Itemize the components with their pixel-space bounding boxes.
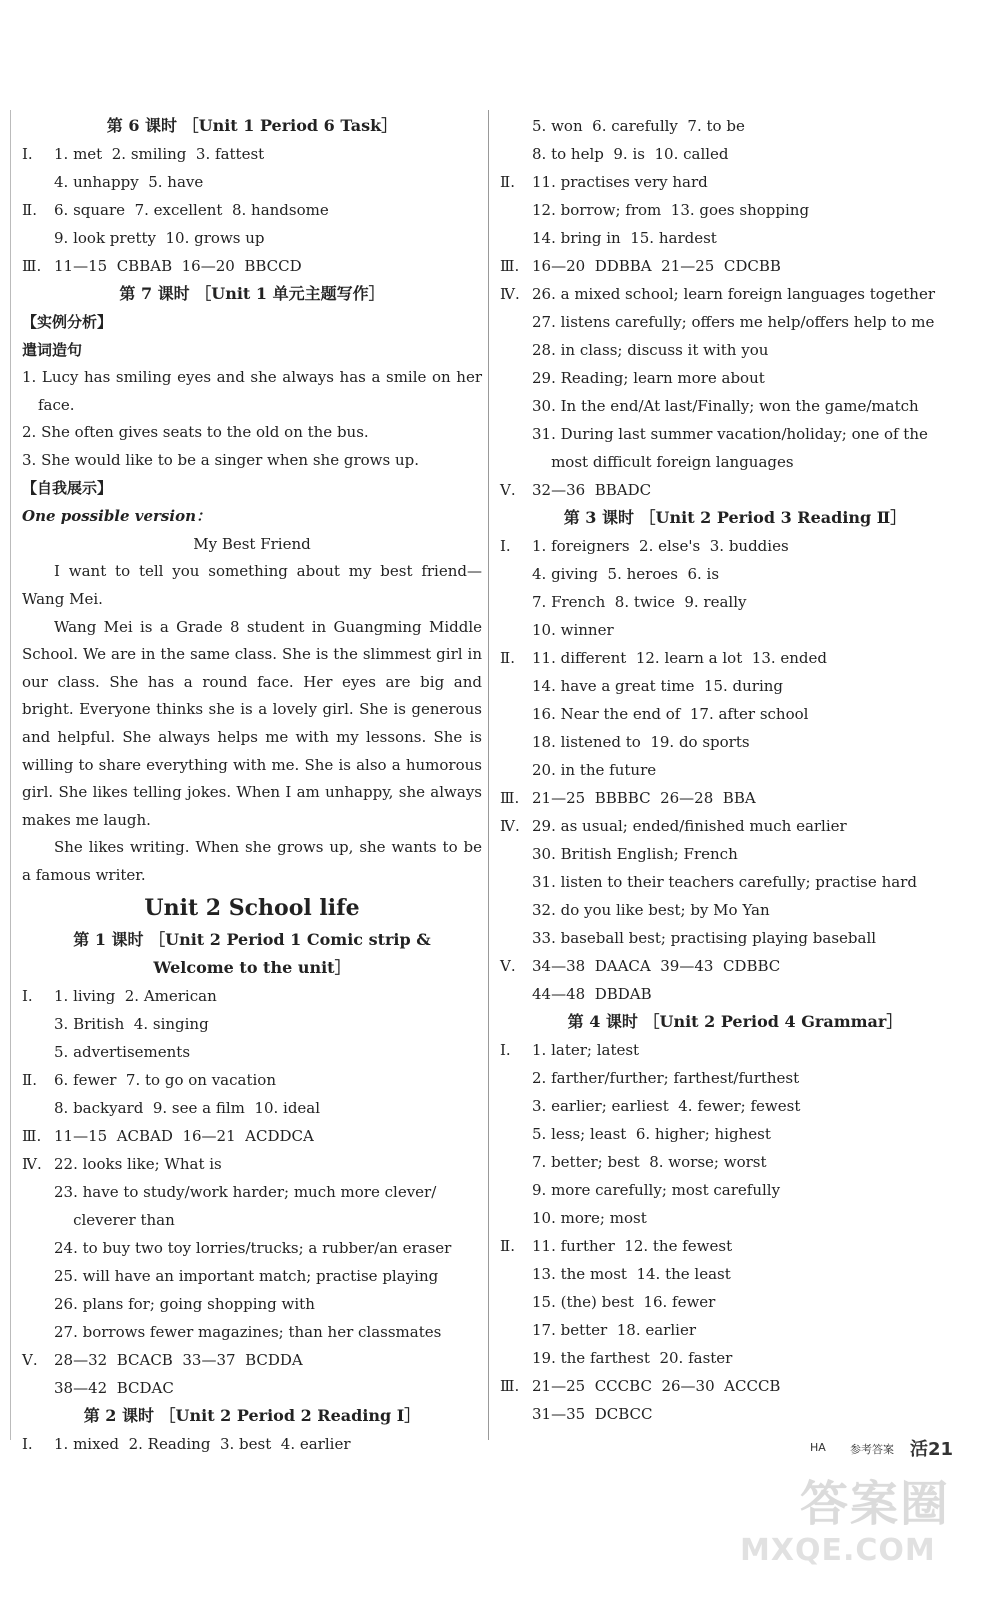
- answer-line: [500, 756, 970, 784]
- section-title-u1p7: 第 7 课时 ［Unit 1 单元主题写作］: [119, 284, 385, 303]
- example-sentence: 3. She would like to be a singer when she grows up.: [22, 450, 419, 469]
- answer-line: [500, 364, 970, 392]
- answer-text: 31. listen to their teachers carefully; practise hard: [532, 873, 917, 891]
- unit-title: Unit 2 School life: [144, 894, 360, 921]
- answer-text: 31. During last summer vacation/holiday; one of the: [532, 425, 928, 443]
- essay-paragraph: She likes writing. When she grows up, she wants to be a famous writer.: [22, 838, 482, 884]
- answer-line: [22, 1094, 482, 1122]
- answer-text: 5. advertisements: [54, 1042, 191, 1061]
- answer-line: [500, 336, 970, 364]
- answer-line: [500, 868, 970, 896]
- answer-line: [500, 700, 970, 728]
- answer-text: 13. the most 14. the least: [532, 1265, 731, 1283]
- answer-line: [500, 476, 970, 504]
- section-title-u2p4: 第 4 课时 ［Unit 2 Period 4 Grammar］: [567, 1012, 903, 1031]
- essay-body: [22, 558, 482, 889]
- answer-line: [500, 1316, 970, 1344]
- answer-line: [22, 168, 482, 196]
- answer-line: [500, 1120, 970, 1148]
- page-footer: [810, 1435, 980, 1459]
- answer-text: 33. baseball best; practising playing baseball: [532, 929, 877, 947]
- section-title-u2p1-a: 第 1 课时 ［Unit 2 Period 1 Comic strip &: [73, 929, 431, 949]
- answer-text: 34—38 DAACA 39—43 CDBBC: [532, 957, 781, 975]
- answer-line: [22, 1150, 482, 1178]
- answer-line: [500, 1064, 970, 1092]
- answer-text: 16. Near the end of 17. after school: [532, 705, 809, 723]
- answer-text: 22. looks like; What is: [54, 1154, 222, 1173]
- answer-line: [500, 616, 970, 644]
- roman-marker: Ⅱ.: [500, 649, 515, 667]
- answer-line: [500, 1344, 970, 1372]
- answer-line: [22, 252, 482, 280]
- answer-line: [500, 1092, 970, 1120]
- answer-block-u2p4: [500, 1036, 970, 1428]
- answer-line: [500, 1204, 970, 1232]
- answer-text: 9. more carefully; most carefully: [532, 1181, 781, 1199]
- footer-code: HA: [810, 1441, 826, 1454]
- answer-line: [500, 392, 970, 420]
- answer-text: 1. later; latest: [532, 1041, 640, 1059]
- answer-line: [22, 1122, 482, 1150]
- answer-text: 12. borrow; from 13. goes shopping: [532, 201, 810, 219]
- answer-text: 21—25 BBBBC 26—28 BBA: [532, 789, 756, 807]
- watermark-bottom: MXQE.COM: [740, 1533, 936, 1568]
- answer-text: 21—25 CCCBC 26—30 ACCCB: [532, 1377, 781, 1395]
- answer-text: 14. bring in 15. hardest: [532, 229, 717, 247]
- section-title-u2p3: 第 3 课时 ［Unit 2 Period 3 Reading Ⅱ］: [563, 508, 907, 527]
- roman-marker: Ⅳ.: [500, 285, 520, 303]
- answer-text: 20. in the future: [532, 761, 657, 779]
- answer-text: 18. listened to 19. do sports: [532, 733, 750, 751]
- example-sentence: 2. She often gives seats to the old on the bus.: [22, 423, 369, 442]
- tag-self-show: 【自我展示】: [22, 479, 113, 498]
- answer-text: 8. backyard 9. see a film 10. ideal: [54, 1098, 321, 1117]
- answer-line: [500, 252, 970, 280]
- answer-line: [500, 952, 970, 980]
- answer-text: 17. better 18. earlier: [532, 1321, 696, 1339]
- answer-text: 25. will have an important match; practise playing: [54, 1266, 439, 1285]
- roman-marker: Ⅰ.: [500, 537, 511, 555]
- answer-text: 6. square 7. excellent 8. handsome: [54, 201, 329, 219]
- answer-text: 10. winner: [532, 621, 614, 639]
- answer-line: [500, 980, 970, 1008]
- answer-text: 4. unhappy 5. have: [54, 173, 204, 191]
- roman-marker: Ⅱ.: [500, 1237, 515, 1255]
- answer-text: 2. farther/further; farthest/furthest: [532, 1069, 800, 1087]
- answer-line: [500, 1400, 970, 1428]
- left-margin-line: [10, 110, 11, 1440]
- answer-text: 19. the farthest 20. faster: [532, 1349, 733, 1367]
- page-number: 活21: [910, 1439, 954, 1460]
- answer-text: 31—35 DCBCC: [532, 1405, 653, 1423]
- answer-text: 32—36 BBADC: [532, 481, 652, 499]
- answer-line: [500, 1148, 970, 1176]
- answer-block-u2p1: [22, 982, 482, 1402]
- roman-marker: Ⅱ.: [500, 173, 515, 191]
- answer-text: 28—32 BCACB 33—37 BCDDA: [54, 1350, 303, 1369]
- answer-line: [500, 168, 970, 196]
- answer-text: most difficult foreign languages: [532, 453, 794, 471]
- answer-line: [22, 1262, 482, 1290]
- answer-text: 26. plans for; going shopping with: [54, 1294, 315, 1313]
- answer-text: cleverer than: [54, 1210, 175, 1229]
- answer-text: 5. less; least 6. higher; highest: [532, 1125, 771, 1143]
- column-divider: [488, 110, 489, 1440]
- answer-line: [22, 1374, 482, 1402]
- answer-line: [22, 1206, 482, 1234]
- roman-marker: Ⅴ.: [500, 481, 516, 499]
- roman-marker: Ⅰ.: [22, 1434, 33, 1453]
- answer-text: 5. won 6. carefully 7. to be: [532, 117, 745, 135]
- answer-text: 11. further 12. the fewest: [532, 1237, 733, 1255]
- roman-marker: Ⅴ.: [22, 1350, 38, 1369]
- roman-marker: Ⅳ.: [22, 1154, 42, 1173]
- answer-line: [22, 224, 482, 252]
- answer-line: [500, 308, 970, 336]
- answer-line: [500, 112, 970, 140]
- answer-line: [500, 1232, 970, 1260]
- answer-text: 26. a mixed school; learn foreign languages together: [532, 285, 936, 303]
- answer-text: 11—15 CBBAB 16—20 BBCCD: [54, 257, 302, 275]
- answer-line: [500, 280, 970, 308]
- essay-paragraph: I want to tell you something about my best friend—Wang Mei.: [22, 562, 482, 608]
- section-title-u2p1-b: Welcome to the unit］: [153, 957, 351, 977]
- roman-marker: Ⅰ.: [500, 1041, 511, 1059]
- answer-text: 32. do you like best; by Mo Yan: [532, 901, 770, 919]
- essay-paragraph: Wang Mei is a Grade 8 student in Guangming Middle School. We are in the same class. She is the slimmest girl in our class. She has a round face. Her eyes are big and bright. Everyone thinks she is a lovely girl. She is generous and helpful. She always helps me with my lessons. She is willing to share everything with me. She is also a humorous girl. She likes telling jokes. When I am unhappy, she always makes me laugh.: [22, 617, 482, 829]
- answer-block-u2p2: [22, 1430, 482, 1458]
- answer-text: 10. more; most: [532, 1209, 647, 1227]
- answer-line: [22, 1318, 482, 1346]
- answer-text: 11—15 ACBAD 16—21 ACDDCA: [54, 1126, 314, 1145]
- answer-line: [500, 196, 970, 224]
- answer-text: 11. different 12. learn a lot 13. ended: [532, 649, 828, 667]
- answer-text: 6. fewer 7. to go on vacation: [54, 1070, 276, 1089]
- answer-line: [500, 140, 970, 168]
- answer-line: [500, 840, 970, 868]
- answer-text: 7. French 8. twice 9. really: [532, 593, 747, 611]
- answer-line: [500, 224, 970, 252]
- answer-text: 44—48 DBDAB: [532, 985, 652, 1003]
- answer-text: 1. living 2. American: [54, 986, 217, 1005]
- answer-line: [22, 1066, 482, 1094]
- answer-text: 15. (the) best 16. fewer: [532, 1293, 716, 1311]
- version-label: One possible version：: [22, 507, 211, 526]
- roman-marker: Ⅰ.: [22, 986, 33, 1005]
- roman-marker: Ⅰ.: [22, 145, 33, 163]
- right-column: [500, 112, 970, 1428]
- answer-line: [22, 196, 482, 224]
- answer-text: 29. as usual; ended/finished much earlier: [532, 817, 847, 835]
- answer-line: [500, 728, 970, 756]
- answer-text: 7. better; best 8. worse; worst: [532, 1153, 767, 1171]
- answer-text: 16—20 DDBBA 21—25 CDCBB: [532, 257, 781, 275]
- roman-marker: Ⅲ.: [500, 257, 520, 275]
- answer-line: [500, 588, 970, 616]
- answer-text: 1. met 2. smiling 3. fattest: [54, 145, 265, 163]
- answer-line: [500, 1176, 970, 1204]
- answer-line: [500, 420, 970, 448]
- answer-text: 4. giving 5. heroes 6. is: [532, 565, 720, 583]
- answer-text: 1. foreigners 2. else's 3. buddies: [532, 537, 789, 555]
- sentence-list: [22, 364, 482, 474]
- answer-text: 8. to help 9. is 10. called: [532, 145, 729, 163]
- left-column: [22, 112, 482, 1458]
- watermark-top: 答案圈: [800, 1476, 951, 1532]
- roman-marker: Ⅱ.: [22, 1070, 37, 1089]
- answer-block-u2p2-continued: [500, 112, 970, 504]
- answer-line: [500, 644, 970, 672]
- answer-line: [500, 1260, 970, 1288]
- answer-line: [500, 448, 970, 476]
- answer-text: 3. British 4. singing: [54, 1014, 209, 1033]
- answer-block-u2p3: [500, 532, 970, 1008]
- roman-marker: Ⅲ.: [22, 257, 42, 275]
- answer-text: 9. look pretty 10. grows up: [54, 229, 265, 247]
- answer-line: [22, 982, 482, 1010]
- answer-text: 30. In the end/At last/Finally; won the game/match: [532, 397, 919, 415]
- roman-marker: Ⅱ.: [22, 201, 37, 219]
- answer-line: [22, 1290, 482, 1318]
- answer-text: 23. have to study/work harder; much more clever/: [54, 1182, 437, 1201]
- answer-line: [22, 1346, 482, 1374]
- answer-line: [500, 812, 970, 840]
- answer-text: 29. Reading; learn more about: [532, 369, 765, 387]
- answer-text: 28. in class; discuss it with you: [532, 341, 769, 359]
- answer-line: [22, 1010, 482, 1038]
- answer-text: 3. earlier; earliest 4. fewer; fewest: [532, 1097, 801, 1115]
- answer-text: 27. borrows fewer magazines; than her classmates: [54, 1322, 442, 1341]
- answer-text: 24. to buy two toy lorries/trucks; a rubber/an eraser: [54, 1238, 452, 1257]
- answer-line: [500, 532, 970, 560]
- answer-line: [22, 140, 482, 168]
- example-sentence: 1. Lucy has smiling eyes and she always has a smile on her face.: [22, 368, 482, 414]
- answer-line: [500, 672, 970, 700]
- roman-marker: Ⅴ.: [500, 957, 516, 975]
- answer-line: [500, 1288, 970, 1316]
- answer-text: 1. mixed 2. Reading 3. best 4. earlier: [54, 1434, 351, 1453]
- answer-text: 11. practises very hard: [532, 173, 708, 191]
- answer-line: [22, 1430, 482, 1458]
- answer-text: 27. listens carefully; offers me help/offers help to me: [532, 313, 935, 331]
- tag-example-analysis: 【实例分析】: [22, 313, 113, 331]
- roman-marker: Ⅳ.: [500, 817, 520, 835]
- roman-marker: Ⅲ.: [500, 789, 520, 807]
- answer-line: [22, 1178, 482, 1206]
- answer-text: 38—42 BCDAC: [54, 1378, 174, 1397]
- answer-line: [500, 1036, 970, 1064]
- roman-marker: Ⅲ.: [22, 1126, 42, 1145]
- footer-label: 参考答案: [850, 1443, 894, 1456]
- sub-heading-wording: 遣词造句: [22, 341, 83, 359]
- answer-line: [22, 1038, 482, 1066]
- roman-marker: Ⅲ.: [500, 1377, 520, 1395]
- section-title-u2p2: 第 2 课时 ［Unit 2 Period 2 Reading Ⅰ］: [83, 1405, 421, 1425]
- answer-text: 30. British English; French: [532, 845, 738, 863]
- answer-line: [500, 896, 970, 924]
- answer-line: [500, 560, 970, 588]
- answer-text: 14. have a great time 15. during: [532, 677, 784, 695]
- answer-line: [500, 924, 970, 952]
- answer-block-u1p6: [22, 140, 482, 280]
- section-title-u1p6: 第 6 课时 ［Unit 1 Period 6 Task］: [106, 116, 398, 135]
- answer-line: [500, 784, 970, 812]
- watermark-logo: [740, 1465, 990, 1585]
- answer-line: [500, 1372, 970, 1400]
- answer-line: [22, 1234, 482, 1262]
- essay-title: My Best Friend: [193, 535, 311, 554]
